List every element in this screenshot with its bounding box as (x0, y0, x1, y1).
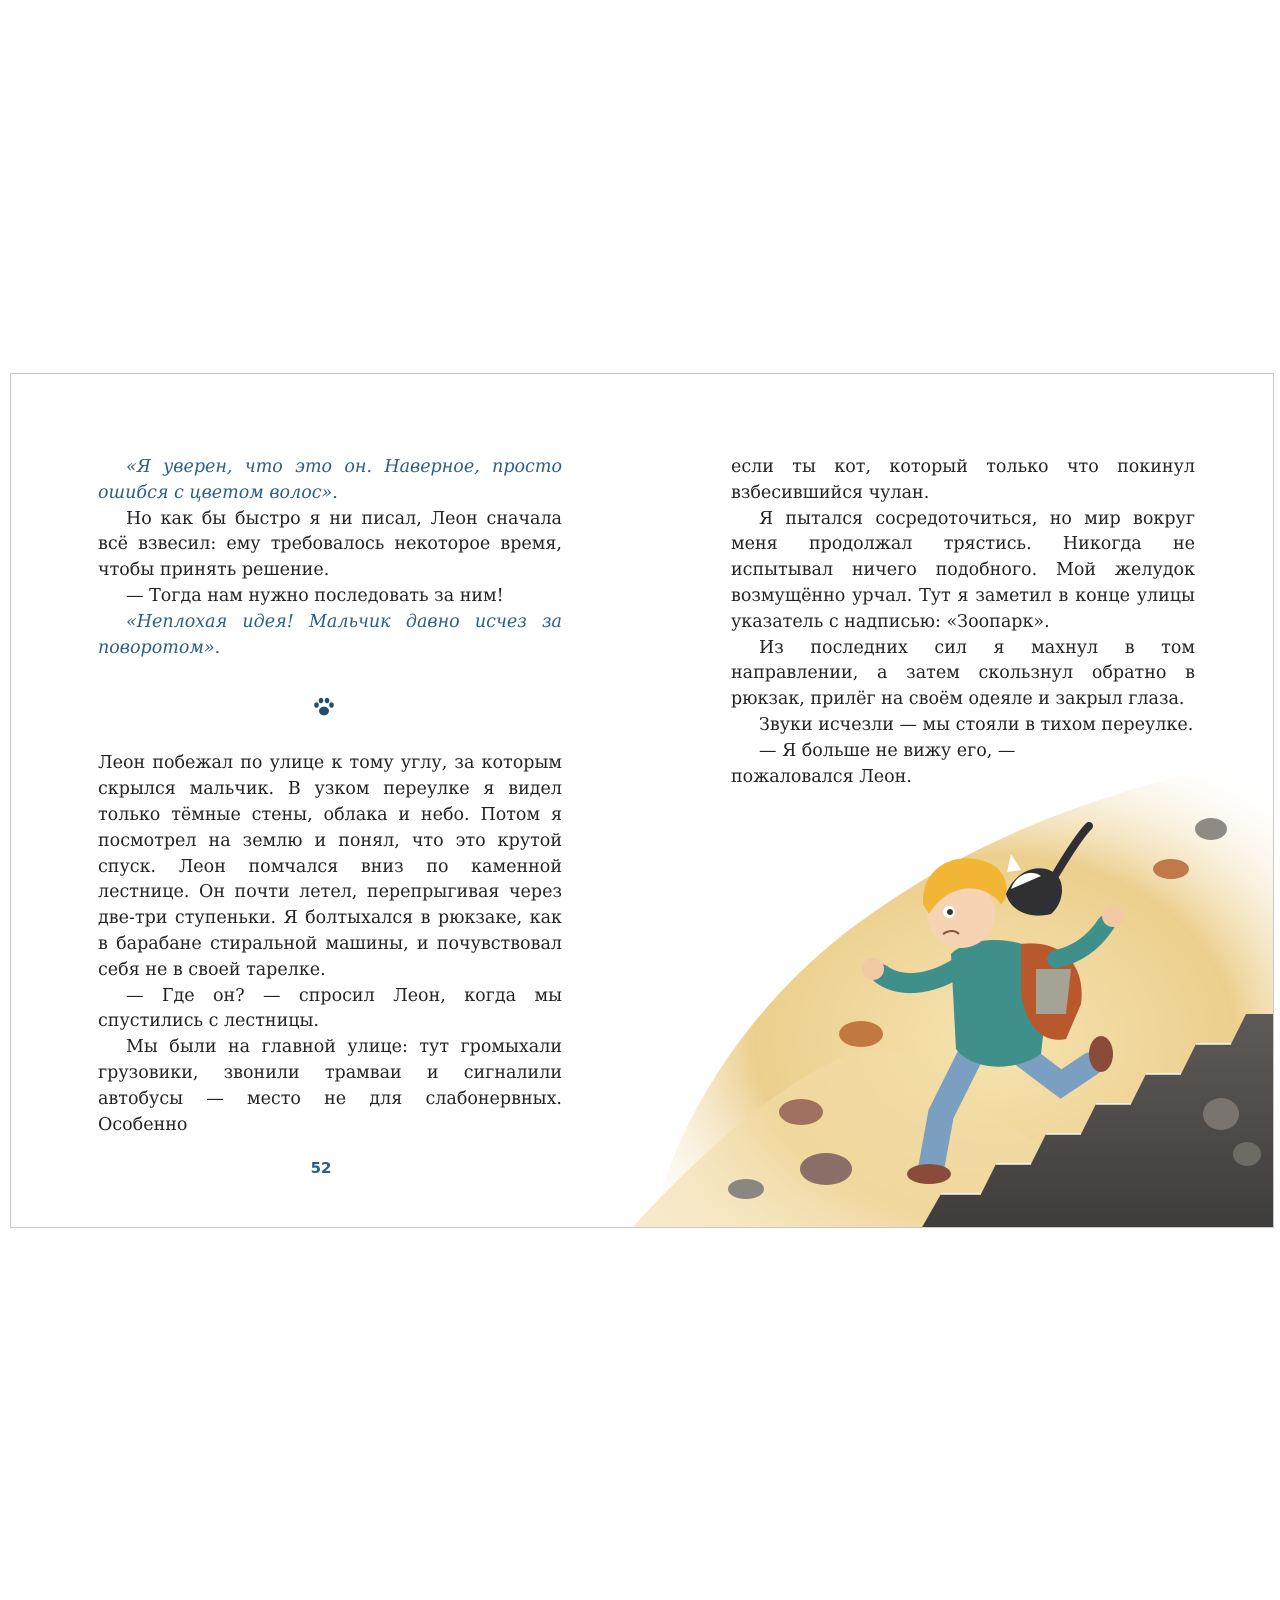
paragraph: если ты кот, который только что покинул взбесившийся чулан. (731, 457, 1195, 503)
dialogue-tag: пожаловался Леон. (731, 766, 912, 787)
paragraph: Но как бы быстро я ни писал, Леон сначала всё взвесил: ему требовалось некоторое время, чтобы принять решение. (98, 508, 562, 581)
book-spread (10, 373, 1274, 1228)
paragraph: Звуки исчезли — мы стояли в тихом переулке. (759, 714, 1194, 735)
right-page (731, 455, 1195, 790)
boy-with-cat-running-down-stairs-illustration (611, 754, 1274, 1228)
thought-paragraph-2: «Неплохая идея! Мальчик давно исчез за поворотом». (98, 611, 562, 658)
dialogue-line: — Я больше не вижу его, — (759, 740, 1016, 761)
dialogue-line: — Тогда нам нужно последовать за ним! (126, 585, 504, 606)
paragraph: Мы были на главной улице: тут громыхали грузовики, звонили трамваи и сигналили автобусы — место не для слабонервных. Особенно (98, 1037, 562, 1135)
section-divider (98, 661, 562, 751)
page-number: 52 (310, 1159, 332, 1177)
paragraph: Из последних сил я махнул в том направлении, а затем скользнул обратно в рюкзак, прилёг на своём одеяле и закрыл глаза. (731, 637, 1195, 710)
paragraph: Я пытался сосредоточиться, но мир вокруг меня продолжал трястись. Никогда не испытывал ничего подобного. Мой желудок возмущённо урчал. Тут я заметил в конце улицы указатель с надписью: «Зоопарк». (731, 508, 1195, 632)
thought-paragraph-1: «Я уверен, что это он. Наверное, просто ошибся с цветом волос». (98, 457, 562, 503)
paragraph: Леон побежал по улице к тому углу, за которым скрылся мальчик. В узком переулке я видел только тёмные стены, облака и небо. Потом я посмотрел на землю и понял, что это крутой спуск. Леон помчался вниз по каменной лестнице. Он почти летел, перепрыгивая через две-три ступеньки. Я болтыхался в рюкзаке, как в барабане стиральной машины, и почувствовал себя не в своей тарелке. (98, 753, 562, 980)
left-page (98, 455, 562, 1138)
paw-icon (312, 695, 336, 719)
dialogue-line: — Где он? — спросил Леон, когда мы спустились с лестницы. (98, 985, 562, 1032)
